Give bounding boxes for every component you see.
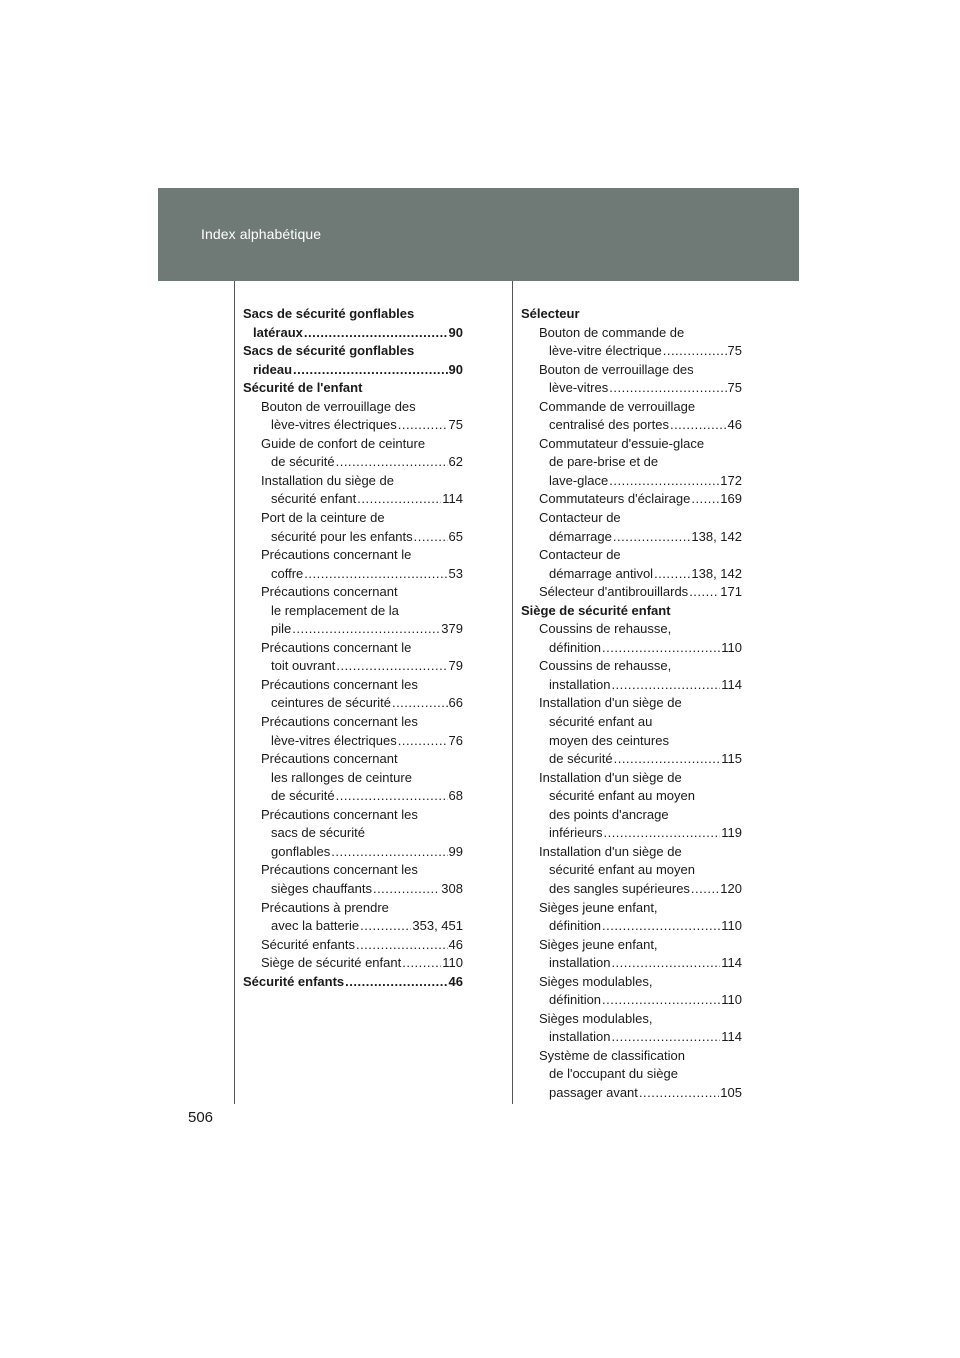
index-page-ref[interactable]: 66: [448, 695, 463, 711]
dot-leader: [611, 1028, 720, 1047]
index-page-ref[interactable]: 138, 142: [691, 565, 742, 581]
index-entry-text: centralisé des portes: [549, 417, 669, 433]
index-page-ref[interactable]: 353, 451: [412, 918, 463, 934]
index-entry-text: Contacteur de: [539, 510, 621, 526]
dot-leader: [689, 583, 719, 602]
index-page-ref[interactable]: 114: [721, 676, 742, 692]
index-entry-text: gonflables: [271, 843, 331, 859]
index-entry-text: Sécurité enfants: [261, 936, 355, 952]
dot-leader: [613, 528, 691, 547]
index-entry-text: sécurité pour les enfants: [271, 528, 413, 544]
index-subentry: [521, 324, 742, 361]
index-subentry: [521, 398, 742, 435]
index-entry-text: pile: [271, 621, 292, 637]
index-entry-text: Bouton de commande de: [539, 324, 685, 340]
index-page-ref[interactable]: 62: [448, 454, 463, 470]
index-entry-text: Bouton de verrouillage des: [539, 361, 694, 377]
index-page-ref[interactable]: 105: [720, 1084, 742, 1100]
header-title: Index alphabétique: [201, 226, 322, 242]
index-page-ref[interactable]: 46: [448, 973, 463, 989]
dot-leader: [414, 528, 448, 547]
index-entry-text: Sièges jeune enfant,: [539, 899, 658, 915]
index-subentry: [521, 769, 742, 843]
index-entry-text: Sécurité de l'enfant: [243, 380, 363, 396]
index-subentry: [521, 509, 742, 546]
index-subentry: [521, 657, 742, 694]
index-entry-text: définition: [549, 918, 602, 934]
index-heading: [243, 342, 463, 379]
index-page-ref[interactable]: 110: [442, 955, 463, 971]
index-entry-text: Port de la ceinture de: [261, 510, 385, 526]
index-page-ref[interactable]: 114: [721, 1029, 742, 1045]
index-page-ref[interactable]: 75: [448, 417, 463, 433]
index-subentry: [243, 509, 463, 546]
index-page-ref[interactable]: 65: [448, 528, 463, 544]
index-entry-text: démarrage: [549, 528, 612, 544]
index-subentry: [521, 936, 742, 973]
index-entry-text: définition: [549, 992, 602, 1008]
index-subentry: [243, 750, 463, 806]
index-entry-text: Précautions concernant les: [261, 862, 418, 878]
index-subentry: [521, 843, 742, 899]
index-page-ref[interactable]: 75: [727, 343, 742, 359]
dot-leader: [691, 490, 719, 509]
index-entry-text: Sécurité enfants: [243, 973, 345, 989]
index-subentry: [521, 546, 742, 583]
index-entry-text: moyen des ceintures: [549, 732, 669, 748]
index-subentry: [243, 713, 463, 750]
index-entry-text: coffre: [271, 565, 304, 581]
index-entry-text: Coussins de rehausse,: [539, 658, 672, 674]
index-page-ref[interactable]: 76: [448, 732, 463, 748]
dot-leader: [360, 917, 411, 936]
index-entry-text: Installation d'un siège de: [539, 695, 682, 711]
dot-leader: [345, 973, 447, 992]
dot-leader: [602, 917, 720, 936]
dot-leader: [336, 787, 448, 806]
index-column-right: [521, 305, 742, 1103]
dot-leader: [304, 565, 447, 584]
dot-leader: [356, 936, 448, 955]
index-entry-text: Sièges modulables,: [539, 1010, 653, 1026]
index-subentry: [521, 361, 742, 398]
index-entry-text: Installation d'un siège de: [539, 769, 682, 785]
dot-leader: [398, 732, 448, 751]
index-entry-text: démarrage antivol: [549, 565, 654, 581]
index-entry-text: lave-glace: [549, 472, 609, 488]
index-entry-text: Siège de sécurité enfant: [521, 602, 671, 618]
index-entry-text: Précautions concernant le: [261, 639, 412, 655]
index-entry-text: lève-vitres: [549, 380, 609, 396]
index-subentry: [243, 472, 463, 509]
index-entry-text: installation: [549, 1029, 611, 1045]
index-entry-text: Précautions concernant: [261, 584, 398, 600]
index-entry-text: de pare-brise et de: [549, 454, 659, 470]
dot-leader: [639, 1084, 719, 1103]
index-subentry: [243, 861, 463, 898]
index-subentry: [243, 806, 463, 862]
index-subentry: [521, 1047, 742, 1103]
index-entry-text: ceintures de sécurité: [271, 695, 391, 711]
index-heading: [521, 602, 742, 621]
dot-leader: [691, 880, 719, 899]
index-entry-text: Précautions concernant les: [261, 806, 418, 822]
index-subentry: [243, 546, 463, 583]
index-subentry: [521, 694, 742, 768]
index-entry-text: sécurité enfant au: [549, 714, 653, 730]
index-subentry: [243, 936, 463, 955]
dot-leader: [304, 324, 448, 343]
dot-leader: [336, 657, 447, 676]
index-entry-text: les rallonges de ceinture: [271, 769, 412, 785]
index-page-ref[interactable]: 119: [721, 825, 742, 841]
index-entry-text: rideau: [253, 361, 293, 377]
index-heading: [521, 305, 742, 324]
index-page-ref[interactable]: 172: [720, 472, 742, 488]
dot-leader: [293, 361, 448, 380]
dot-leader: [602, 639, 720, 658]
index-page-ref[interactable]: 53: [448, 565, 463, 581]
index-entry-text: sécurité enfant au moyen: [549, 862, 695, 878]
index-subentry: [521, 490, 742, 509]
index-page-ref[interactable]: 110: [721, 639, 742, 655]
index-page-ref[interactable]: 308: [441, 880, 463, 896]
index-page-ref[interactable]: 110: [721, 918, 742, 934]
index-heading: [243, 379, 463, 398]
index-subentry: [521, 973, 742, 1010]
dot-leader: [611, 676, 720, 695]
index-page-ref[interactable]: 114: [442, 491, 463, 507]
index-column-left: [243, 305, 463, 991]
index-entry-text: Coussins de rehausse,: [539, 621, 672, 637]
index-page-ref[interactable]: 75: [727, 380, 742, 396]
index-entry-text: de sécurité: [549, 751, 613, 767]
index-page-ref[interactable]: 138, 142: [691, 528, 742, 544]
index-entry-text: Installation du siège de: [261, 472, 394, 488]
index-entry-text: sacs de sécurité: [271, 825, 365, 841]
center-column-rule: [512, 281, 513, 1104]
index-entry-text: avec la batterie: [271, 918, 360, 934]
index-entry-text: de sécurité: [271, 454, 335, 470]
index-entry-text: passager avant: [549, 1084, 638, 1100]
dot-leader: [331, 843, 447, 862]
index-entry-text: Précautions concernant: [261, 751, 398, 767]
index-heading: [243, 973, 463, 992]
index-entry-text: Sélecteur: [521, 306, 580, 321]
index-entry-text: inférieurs: [549, 825, 603, 841]
index-subentry: [521, 899, 742, 936]
index-entry-text: Sacs de sécurité gonflables: [243, 306, 415, 321]
index-entry-text: sécurité enfant: [271, 491, 357, 507]
dot-leader: [609, 379, 726, 398]
index-subentry: [521, 435, 742, 491]
index-subentry: [521, 1010, 742, 1047]
index-page-ref[interactable]: 169: [720, 491, 742, 507]
dot-leader: [614, 750, 721, 769]
index-entry-text: Installation d'un siège de: [539, 843, 682, 859]
index-entry-text: Système de classification: [539, 1047, 685, 1063]
dot-leader: [336, 453, 448, 472]
index-entry-text: lève-vitres électriques: [271, 417, 397, 433]
index-subentry: [243, 435, 463, 472]
index-subentry: [243, 639, 463, 676]
index-page-ref[interactable]: 120: [720, 880, 742, 896]
dot-leader: [357, 490, 441, 509]
index-entry-text: installation: [549, 676, 611, 692]
index-entry-text: le remplacement de la: [271, 602, 399, 618]
index-subentry: [243, 398, 463, 435]
index-page-ref[interactable]: 171: [720, 584, 742, 600]
index-entry-text: Précautions à prendre: [261, 899, 389, 915]
index-entry-text: Sièges jeune enfant,: [539, 936, 658, 952]
index-entry-text: de l'occupant du siège: [549, 1066, 678, 1082]
index-subentry: [243, 899, 463, 936]
index-entry-text: latéraux: [253, 324, 303, 340]
index-page-ref[interactable]: 46: [448, 936, 463, 952]
dot-leader: [373, 880, 440, 899]
index-subentry: [243, 954, 463, 973]
dot-leader: [398, 416, 448, 435]
index-entry-text: installation: [549, 955, 611, 971]
dot-leader: [292, 620, 440, 639]
index-page-ref[interactable]: 90: [448, 361, 463, 377]
index-entry-text: Précautions concernant les: [261, 714, 418, 730]
index-page-ref[interactable]: 114: [721, 955, 742, 971]
dot-leader: [609, 472, 719, 491]
index-page-ref[interactable]: 79: [448, 658, 463, 674]
page-header-band: [158, 188, 799, 281]
index-entry-text: lève-vitre électrique: [549, 343, 662, 359]
index-entry-text: Sacs de sécurité gonflables: [243, 343, 415, 359]
index-page-ref[interactable]: 115: [721, 751, 742, 767]
dot-leader: [611, 954, 720, 973]
index-page-ref[interactable]: 110: [721, 992, 742, 1008]
index-entry-text: sièges chauffants: [271, 880, 372, 896]
dot-leader: [654, 565, 690, 584]
index-entry-text: toit ouvrant: [271, 658, 336, 674]
index-subentry: [521, 583, 742, 602]
index-entry-text: de sécurité: [271, 788, 335, 804]
index-page-ref[interactable]: 68: [448, 788, 463, 804]
left-column-rule: [234, 281, 235, 1104]
index-subentry: [243, 583, 463, 639]
index-entry-text: Précautions concernant le: [261, 547, 412, 563]
index-entry-text: Siège de sécurité enfant: [261, 955, 402, 971]
index-entry-text: des sangles supérieures: [549, 880, 690, 896]
index-entry-text: Bouton de verrouillage des: [261, 398, 416, 414]
index-entry-text: Sièges modulables,: [539, 973, 653, 989]
page-number: 506: [188, 1109, 214, 1126]
index-entry-text: des points d'ancrage: [549, 806, 669, 822]
index-entry-text: Précautions concernant les: [261, 676, 418, 692]
index-entry-text: Contacteur de: [539, 547, 621, 563]
index-subentry: [521, 620, 742, 657]
index-entry-text: sécurité enfant au moyen: [549, 788, 695, 804]
index-page-ref[interactable]: 46: [727, 417, 742, 433]
dot-leader: [392, 694, 448, 713]
index-entry-text: Commutateurs d'éclairage: [539, 491, 691, 507]
index-entry-text: lève-vitres électriques: [271, 732, 397, 748]
dot-leader: [602, 991, 720, 1010]
index-entry-text: Guide de confort de ceinture: [261, 435, 426, 451]
dot-leader: [402, 954, 441, 973]
index-entry-text: Sélecteur d'antibrouillards: [539, 584, 689, 600]
index-entry-text: Commutateur d'essuie-glace: [539, 435, 705, 451]
index-page-ref[interactable]: 379: [441, 621, 463, 637]
index-entry-text: définition: [549, 639, 602, 655]
index-subentry: [243, 676, 463, 713]
index-entry-text: Commande de verrouillage: [539, 398, 696, 414]
dot-leader: [670, 416, 727, 435]
index-page-ref[interactable]: 99: [448, 843, 463, 859]
dot-leader: [663, 342, 727, 361]
index-heading: [243, 305, 463, 342]
dot-leader: [603, 824, 720, 843]
index-page-ref[interactable]: 90: [448, 324, 463, 340]
